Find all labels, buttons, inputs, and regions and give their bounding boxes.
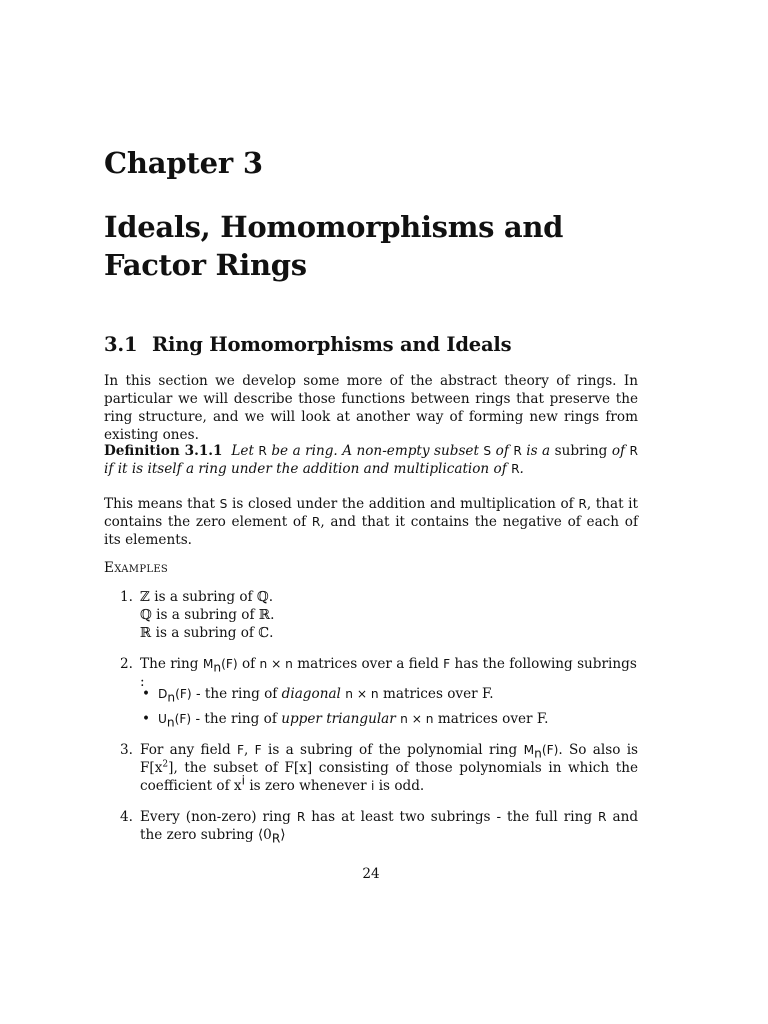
ex2-text: matrices over a field [297,656,439,672]
example-number: 2. [120,656,133,672]
def-symbol: R [511,462,520,476]
ex3-text: For any field [140,742,231,758]
def-text: of [495,443,509,459]
ex2-symbol: M [202,657,214,671]
definition-term: subring [554,443,608,459]
ex3-symbol: (F) [541,743,559,757]
ex3-text: , [244,742,249,758]
example-line: ℝ is a subring of ℂ. [140,625,274,641]
def-symbol: R [513,444,522,458]
expl-symbol: R [578,497,587,511]
expl-symbol: R [311,515,321,529]
ex2-symbol: (F) [221,657,238,671]
b1-subscript: n [167,690,176,705]
intro-paragraph: In this section we develop some more of the abstract theory of rings. In particular we will describe those functions between rings that preserve the ring structure, and we will look at another way of forming new rings from existing ones. [104,373,638,443]
def-symbol: R [629,444,638,458]
b2-symbol: (F) [174,712,192,726]
definition-block [104,442,638,478]
ex3-symbol: F [254,743,262,757]
b2-symbol: U [158,712,167,726]
def-text: be a ring. A non-empty subset [271,443,479,459]
example-line: ℚ is a subring of ℝ. [140,607,275,623]
chapter-title: Ideals, Homomorphisms and Factor Rings [104,210,564,282]
b2-subscript: n [166,715,175,730]
ex3-text: is a subring of the polynomial ring [267,742,518,758]
explanation-paragraph [104,495,638,549]
ex3-symbol: F [236,743,244,757]
definition-paragraph [104,442,638,478]
expl-text: , that it contains the zero element of [104,496,638,530]
intro-paragraph-block [104,372,638,444]
ex2-text: The ring [140,656,199,672]
subring-bullets [104,710,638,728]
section-number: 3.1 [104,333,138,356]
b2-symbol: n × n [400,712,434,726]
ex3-subscript: n [534,746,542,761]
bullet-dot: • [142,711,151,727]
ex3-text: is odd. [378,778,425,794]
example-number: 1. [120,589,133,605]
section-title: Ring Homomorphisms and Ideals [152,333,512,356]
ex4-symbol: R [598,810,607,824]
bullet-item-diagonal [104,685,638,703]
ex4-symbol: ⟨0 [257,827,272,843]
ex3-superscript: i [241,773,245,788]
ex3-symbol: M [523,743,535,757]
examples-list [104,588,638,642]
ex3-text: . So also is F[x [140,742,639,776]
def-text: if it is itself a ring under the addition and multiplication of [104,461,507,477]
examples-heading: Examples [104,560,169,576]
def-text: of [611,443,626,459]
ex2-text: of [241,656,256,672]
section-heading [104,333,511,356]
example-item-4 [104,808,638,844]
ex2-symbol: F [443,657,451,671]
ex4-text: and the zero subring [140,809,639,843]
ex4-text: has at least two subrings - the full ring [311,809,593,825]
ex4-text: Every (non-zero) ring [140,809,291,825]
expl-symbol: S [219,497,228,511]
def-text: Let [231,443,254,459]
ex2-subscript: n [213,660,222,675]
example-number: 4. [120,809,133,825]
bullet-dot: • [142,686,151,702]
ex3-text: is zero whenever [249,778,367,794]
b1-symbol: n × n [345,687,379,701]
def-symbol: S [483,444,492,458]
ex3-text: ], the subset of F[x] consisting of those polynomials in which the coefficient of x [140,760,638,794]
chapter-label: Chapter 3 [104,146,263,180]
ex4-symbol: ⟩ [280,827,286,843]
examples-list [104,741,638,795]
b2-emph: upper triangular [281,711,396,727]
b2-text: matrices over F. [437,711,549,727]
def-text: . [519,461,524,477]
def-text: is a [526,443,551,459]
ex4-subscript: R [271,831,281,846]
b1-text: matrices over F. [382,686,494,702]
ex2-text: has the following subrings : [140,656,637,690]
ex3-symbol: i [370,779,375,793]
expl-text: is closed under the addition and multiplication of [232,496,574,512]
subring-bullets [104,685,638,703]
ex4-symbol: R [296,810,306,824]
examples-list [104,808,638,844]
b1-emph: diagonal [281,686,341,702]
expl-text: , and that it contains the negative of each of its elements. [104,514,638,548]
ex3-superscript: 2 [162,759,169,770]
example-item-1 [104,588,638,642]
b1-text: - the ring of [195,686,278,702]
examples-heading-block [104,557,638,576]
example-number: 3. [120,742,133,758]
b2-text: - the ring of [195,711,277,727]
example-item-3 [104,741,638,795]
b1-symbol: D [158,687,168,701]
ex2-symbol: n × n [259,657,293,671]
example-line: ℤ is a subring of ℚ. [140,589,274,605]
bullet-item-upper [104,710,638,728]
definition-label: Definition 3.1.1 [104,443,223,459]
page-number: 24 [362,866,380,882]
explanation-block [104,495,638,549]
def-symbol: R [258,444,267,458]
expl-text: This means that [104,496,215,512]
b1-symbol: (F) [175,687,192,701]
